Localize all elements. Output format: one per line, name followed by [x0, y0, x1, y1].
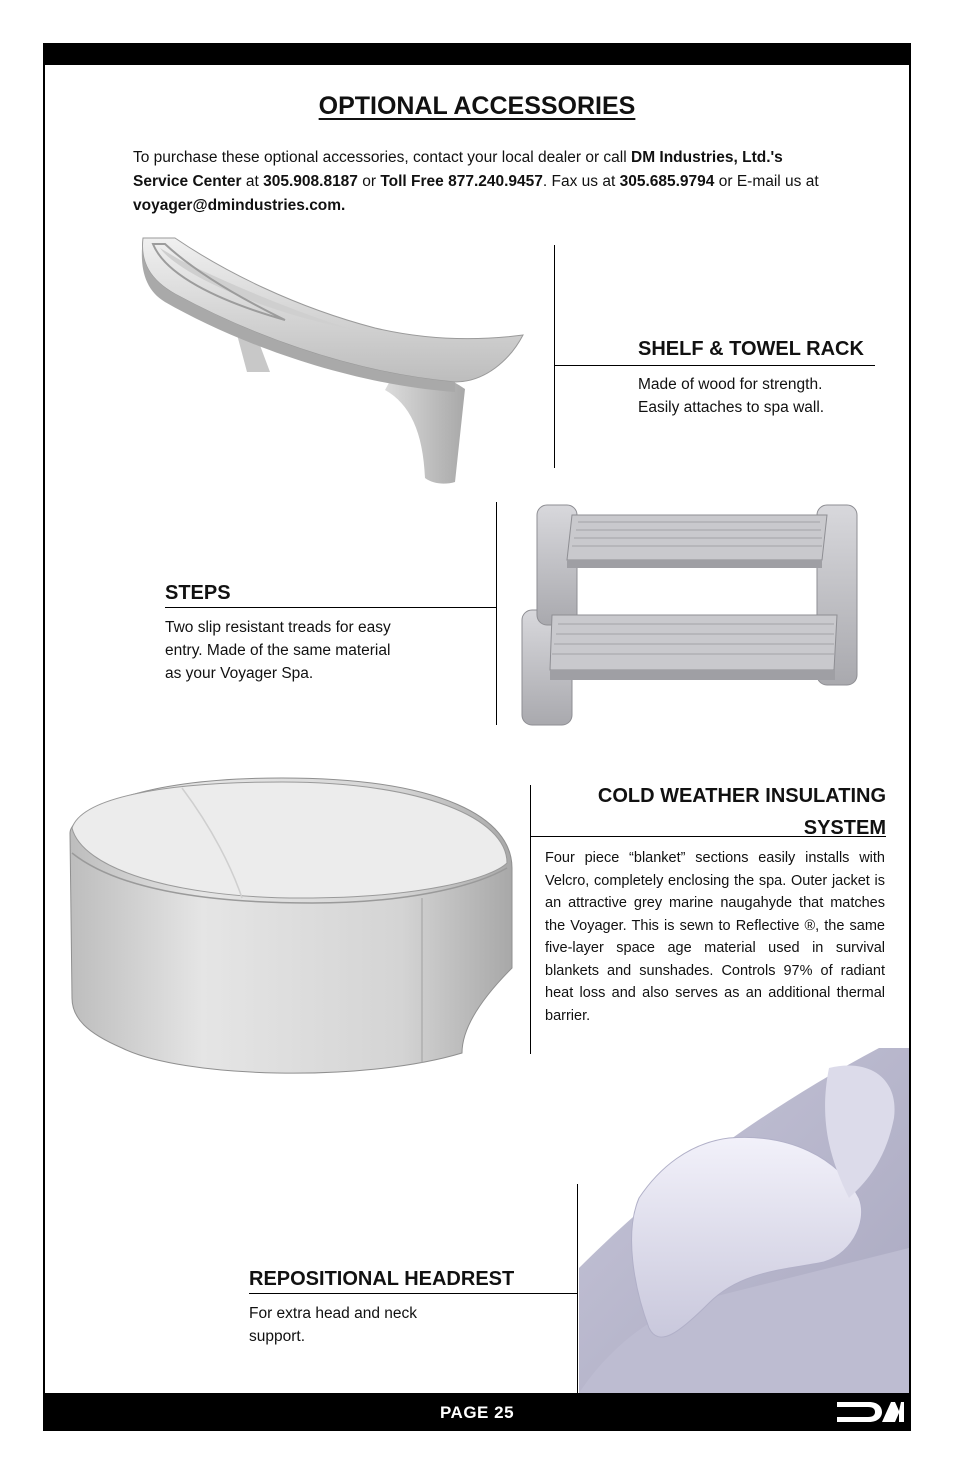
- company-name: DM Industries, Ltd.'s Service Center: [133, 149, 783, 190]
- shelf-towel-rack-photo: [135, 232, 525, 487]
- headrest-description: For extra head and neck support.: [249, 1305, 418, 1345]
- toll-free-phone: Toll Free 877.240.9457: [380, 173, 543, 190]
- shelf-towel-rack-description: Made of wood for strength. Easily attaches to spa wall.: [638, 376, 825, 416]
- service-phone: 305.908.8187: [263, 173, 358, 190]
- page-title: OPTIONAL ACCESSORIES: [318, 92, 636, 120]
- fax-number: 305.685.9794: [619, 173, 715, 190]
- headrest-heading: REPOSITIONAL HEADREST: [249, 1268, 515, 1290]
- steps-description: Two slip resistant treads for easy entry. Made of the same material as your Voyager Spa.: [165, 619, 391, 682]
- insulating-system-description: Four piece “blanket” sections easily installs with Velcro, completely enclosing the spa. Outer jacket is an attractive grey marine naugahyde that matches the Voyager. This is sewn to Reflective ®, the same five-layer space age material used in survival blankets and sunshades. Controls 97% of radiant heat loss and also serves as an additional thermal barrier.: [545, 850, 885, 1024]
- footer-bar: [43, 1393, 911, 1431]
- shelf-divider-vertical: [554, 245, 555, 468]
- steps-divider-horizontal: [165, 607, 496, 608]
- shelf-divider-horizontal: [554, 365, 875, 366]
- headrest-divider-vertical: [577, 1184, 578, 1393]
- insulating-system-photo: [62, 768, 532, 1088]
- top-bar: [43, 43, 911, 65]
- steps-heading: STEPS: [165, 582, 231, 604]
- headrest-photo: [579, 1048, 909, 1393]
- headrest-divider-horizontal: [249, 1293, 577, 1294]
- steps-divider-vertical: [496, 502, 497, 725]
- dm-logo-icon: [835, 1399, 905, 1425]
- insulating-system-heading: COLD WEATHER INSULATING SYSTEM: [597, 785, 886, 839]
- insulating-divider-vertical: [530, 785, 531, 1054]
- page-number: PAGE 25: [439, 1403, 515, 1422]
- shelf-towel-rack-heading: SHELF & TOWEL RACK: [638, 338, 864, 360]
- steps-photo: [512, 500, 862, 730]
- email-address: voyager@dmindustries.com.: [133, 197, 346, 214]
- intro-paragraph: To purchase these optional accessories, contact your local dealer or call DM Industries, Ltd.'s Service Center at 305.908.8187 or Toll Free 877.240.9457. Fax us at 305.685.9794 or E-mail us at voyager@dmindustries.com.: [133, 149, 819, 214]
